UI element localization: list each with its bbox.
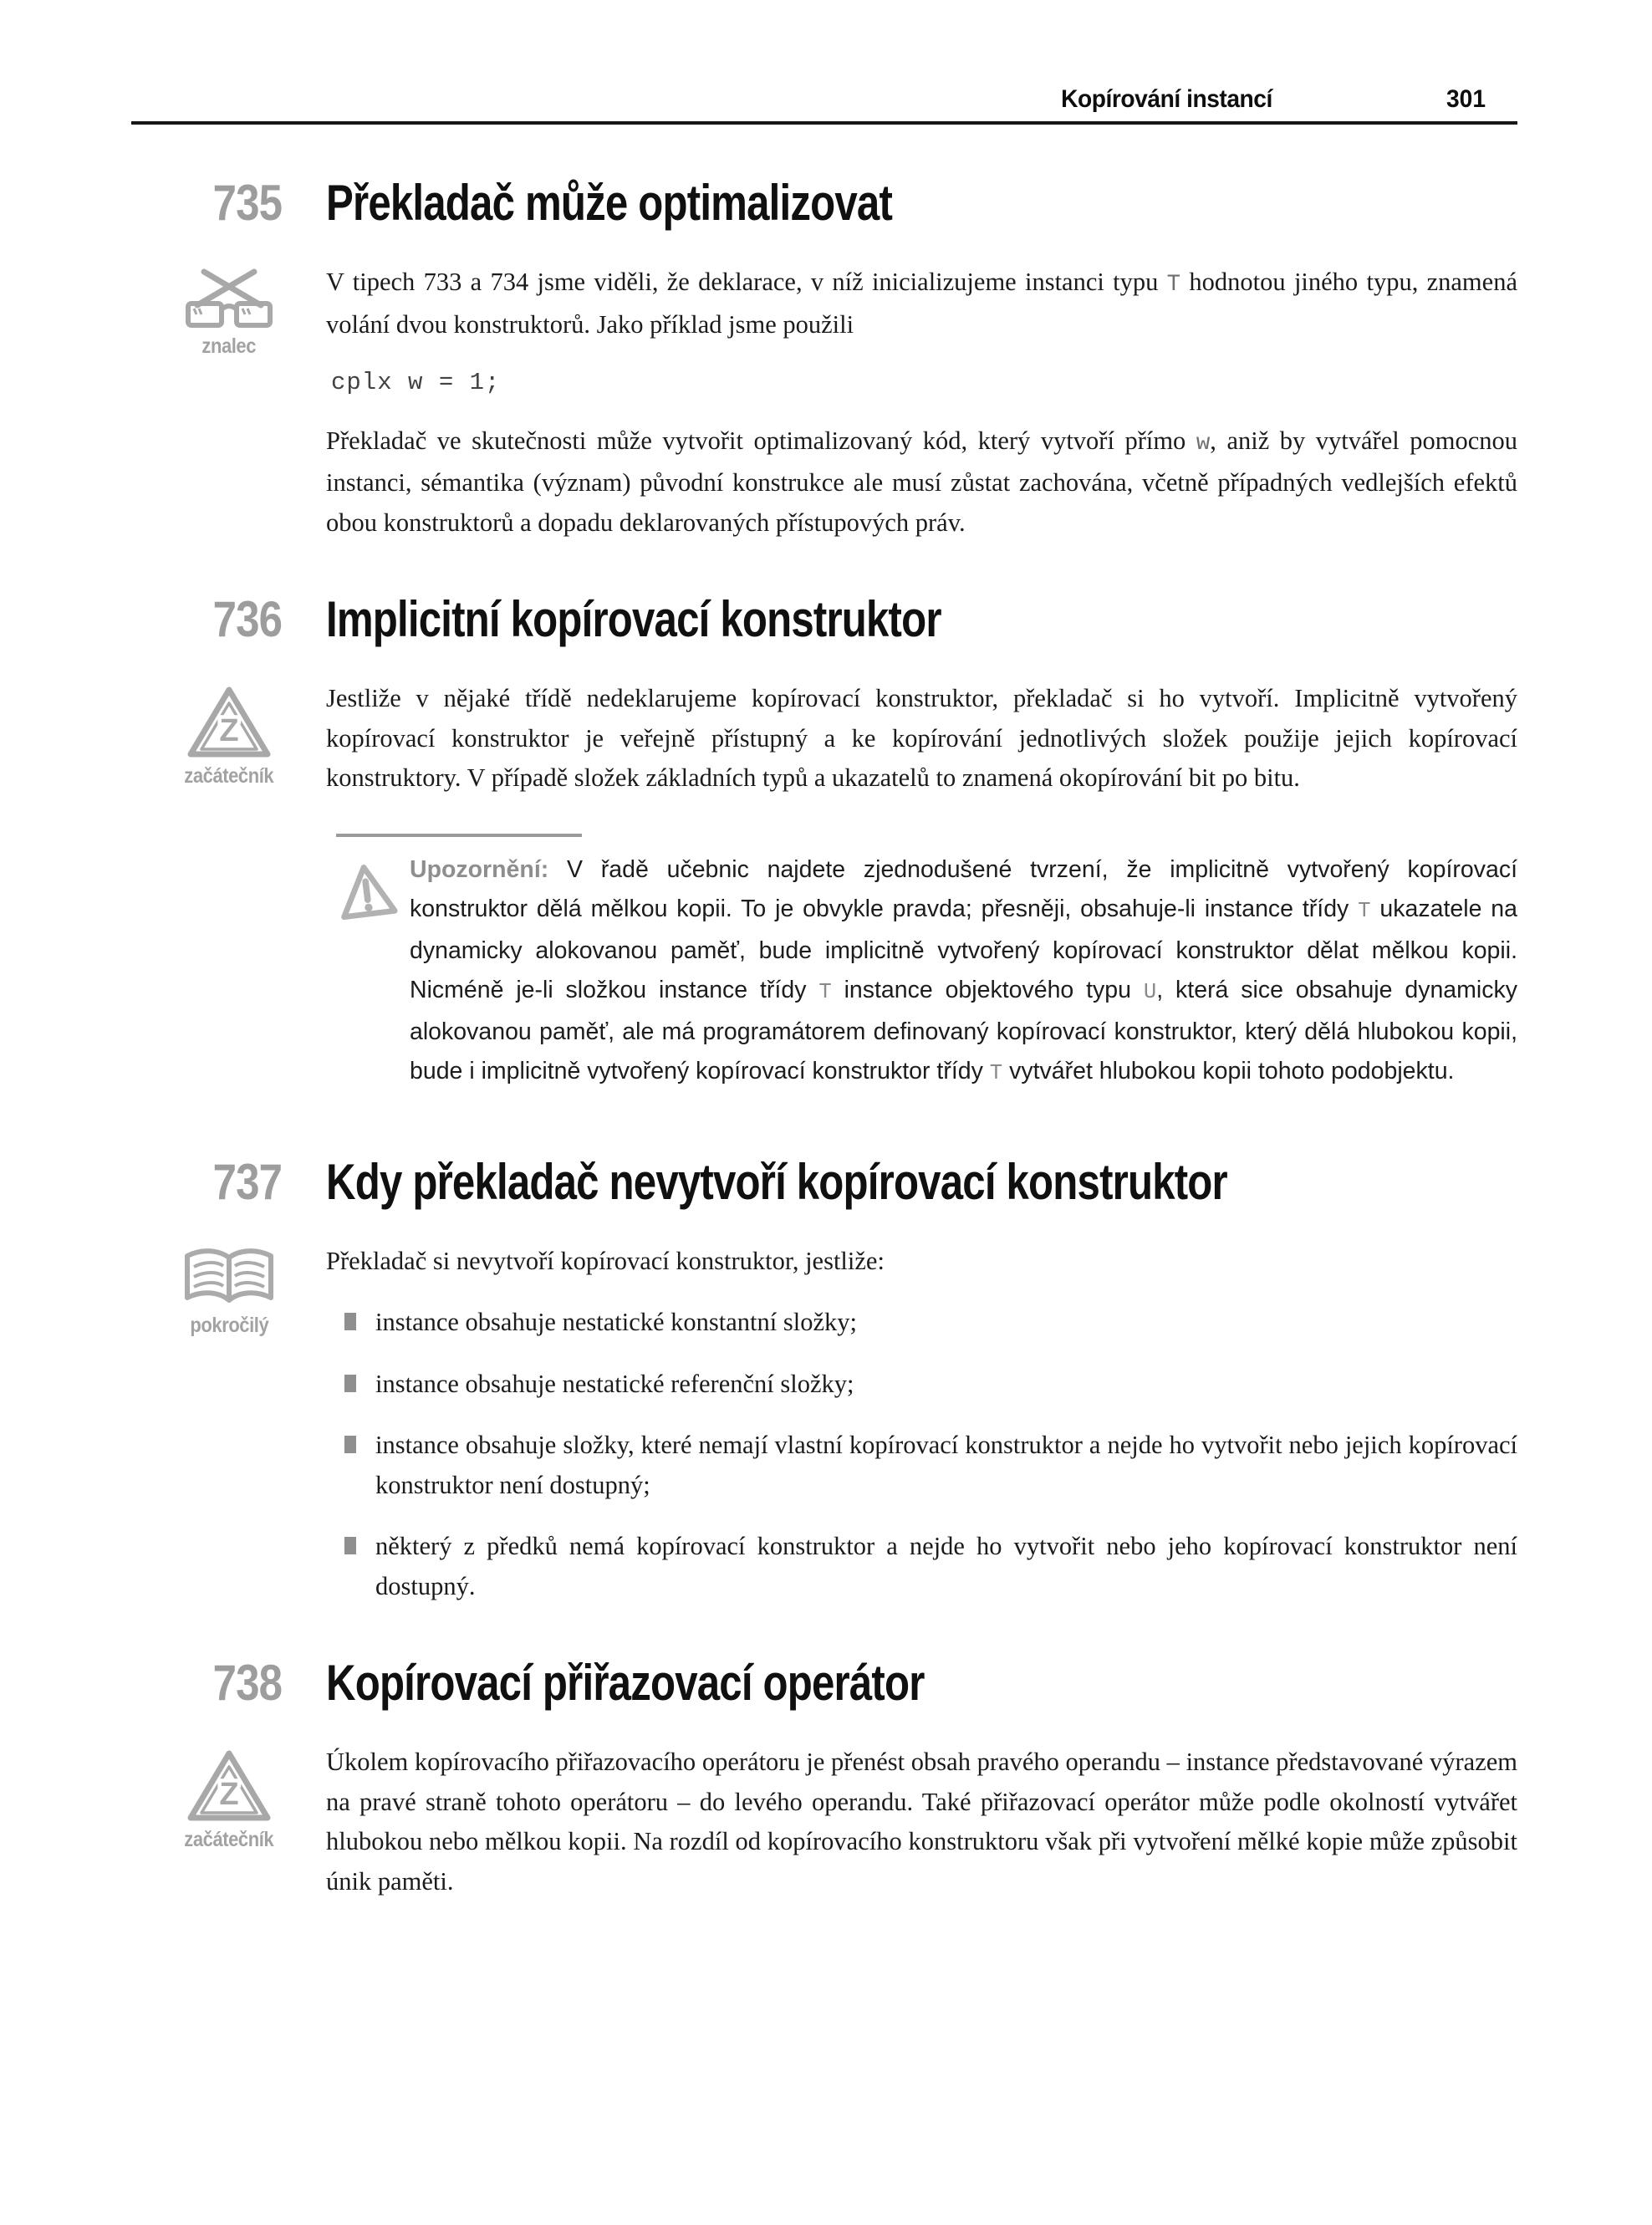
inline-code: T bbox=[1166, 272, 1181, 298]
triangle-z-icon bbox=[185, 1746, 273, 1824]
warning-rule bbox=[336, 834, 582, 837]
glasses-icon bbox=[182, 266, 276, 331]
badge-pokrocily bbox=[166, 1245, 292, 1338]
running-header bbox=[131, 0, 1517, 114]
text-run: ukazatele na dynamicky alokovanou paměť, bude implicitně vytvořený kopírovací konstruktor dělat mělkou kopii. Nicméně je-li složkou instance třídy bbox=[410, 896, 1517, 1004]
inline-code: T bbox=[989, 1061, 1003, 1086]
text-run: instance objektového typu bbox=[831, 977, 1144, 1004]
list-item bbox=[326, 1303, 1517, 1343]
list-item-text: instance obsahuje nestatické konstantní složky; bbox=[375, 1308, 857, 1337]
badge-znalec bbox=[166, 266, 292, 359]
paragraph: Překladač si nevytvoří kopírovací konstruktor, jestliže: bbox=[326, 1246, 885, 1275]
text-run: hodnotou jiného typu, znamená volání dvou konstruktorů. Jako příklad jsme použili bbox=[326, 268, 1517, 339]
text-run: V řadě učebnic najdete zjednodušené tvrzení, že implicitně vytvořený kopírovací konstruktor dělá mělkou kopii. To je obvykle pravda; přesněji, obsahuje-li instance třídy bbox=[410, 855, 1517, 923]
inline-code: T bbox=[818, 980, 832, 1005]
section-title: Překladač může optimalizovat bbox=[326, 175, 893, 231]
section-737 bbox=[131, 1153, 1517, 1629]
badge-label: znalec bbox=[201, 334, 257, 358]
bullet-square-icon bbox=[344, 1436, 356, 1453]
header-rule bbox=[131, 121, 1517, 125]
section-736-heading bbox=[131, 593, 1517, 646]
code-listing: cplx w = 1; bbox=[331, 369, 501, 396]
section-736 bbox=[131, 593, 1517, 1094]
section-735 bbox=[131, 176, 1517, 543]
paragraph bbox=[326, 263, 1517, 344]
text-run: vytvářet hlubokou kopii tohoto podobjektu. bbox=[1002, 1058, 1455, 1085]
section-number: 736 bbox=[212, 591, 282, 648]
section-737-heading bbox=[131, 1153, 1517, 1210]
paragraph: Jestliže v nějaké třídě nedeklarujeme kopírovací konstruktor, překladač si ho vytvoří. Implicitně vytvořený kopírovací konstruktor je veřejně přístupný a ke kopírování jednotlivých složek použije jejich kopírovací konstruktory. V případě složek základních typů a ukazatelů to znamená okopírování bit po bitu. bbox=[326, 684, 1517, 793]
open-book-icon bbox=[181, 1245, 278, 1310]
list-item-text: některý z předků nemá kopírovací konstruktor a nejde ho vytvořit nebo jeho kopírovací konstruktor není dostupný. bbox=[375, 1532, 1517, 1600]
list-item-text: instance obsahuje nestatické referenční složky; bbox=[375, 1369, 854, 1398]
warning-icon-wrap bbox=[326, 850, 410, 1094]
section-number: 737 bbox=[212, 1153, 282, 1210]
list-item bbox=[326, 1365, 1517, 1405]
section-738-heading bbox=[131, 1655, 1517, 1712]
warning-box bbox=[326, 834, 1517, 1094]
badge-label: pokročilý bbox=[190, 1313, 268, 1337]
section-738 bbox=[131, 1656, 1517, 1901]
badge-zacatecnik bbox=[166, 1746, 292, 1852]
section-number: 735 bbox=[212, 175, 282, 231]
bullet-square-icon bbox=[344, 1537, 356, 1554]
section-title: Kdy překladač nevytvoří kopírovací konstruktor bbox=[326, 1153, 1227, 1210]
badge-label: začátečník bbox=[184, 1828, 274, 1852]
text-run: , která sice obsahuje dynamicky alokovanou paměť, ale má programátorem definovaný kopírovací konstruktor, který dělá hlubokou kopii, bude i implicitně vytvořený kopírovací konstruktor třídy bbox=[410, 977, 1517, 1085]
badge-zacatecnik bbox=[166, 682, 292, 788]
running-header-title: Kopírování instancí bbox=[1061, 85, 1272, 113]
triangle-z-icon bbox=[185, 682, 273, 761]
paragraph: Úkolem kopírovacího přiřazovacího operátoru je přenést obsah pravého operandu – instance představované výrazem na pravé straně tohoto operátoru – do levého operandu. Také přiřazovací operátor může podle okolností vytvářet hlubokou nebo mělkou kopii. Na rozdíl od kopírovacího konstruktoru však při vytvoření mělké kopie může způsobit únik paměti. bbox=[326, 1748, 1517, 1896]
list-item bbox=[326, 1426, 1517, 1505]
svg-text:Z: Z bbox=[219, 713, 239, 749]
warning-triangle-icon bbox=[334, 857, 400, 926]
svg-text:Z: Z bbox=[219, 1777, 239, 1813]
inline-code: w bbox=[1196, 430, 1211, 457]
bullet-square-icon bbox=[344, 1375, 356, 1392]
section-735-heading bbox=[131, 176, 1517, 229]
inline-code: T bbox=[1358, 899, 1371, 924]
paragraph bbox=[326, 421, 1517, 543]
list-item-text: instance obsahuje složky, které nemají vlastní kopírovací konstruktor a nejde ho vytvořit nebo jejich kopírovací konstruktor není dostupný; bbox=[375, 1431, 1517, 1499]
bullet-square-icon bbox=[344, 1313, 356, 1330]
section-number: 738 bbox=[212, 1655, 282, 1712]
section-title: Implicitní kopírovací konstruktor bbox=[326, 591, 941, 648]
text-run: V tipech 733 a 734 jsme viděli, že deklarace, v níž inicializujeme instanci typu bbox=[326, 268, 1167, 296]
text-run: Překladač ve skutečnosti může vytvořit optimalizovaný kód, který vytvoří přímo bbox=[326, 426, 1196, 455]
warning-label: Upozornění: bbox=[410, 855, 549, 883]
warning-text bbox=[410, 850, 1517, 1094]
text-run: , aniž by vytvářel pomocnou instanci, sémantika (význam) původní konstrukce ale musí zůstat zachována, včetně případných vedlejších efektů obou konstruktorů a dopadu deklarovaných přístupových práv. bbox=[326, 426, 1517, 537]
badge-label: začátečník bbox=[184, 764, 274, 788]
running-header-page-number: 301 bbox=[1446, 85, 1486, 113]
inline-code: U bbox=[1143, 980, 1157, 1005]
list-item bbox=[326, 1527, 1517, 1606]
section-title: Kopírovací přiřazovací operátor bbox=[326, 1655, 925, 1712]
bullet-list bbox=[326, 1303, 1517, 1606]
